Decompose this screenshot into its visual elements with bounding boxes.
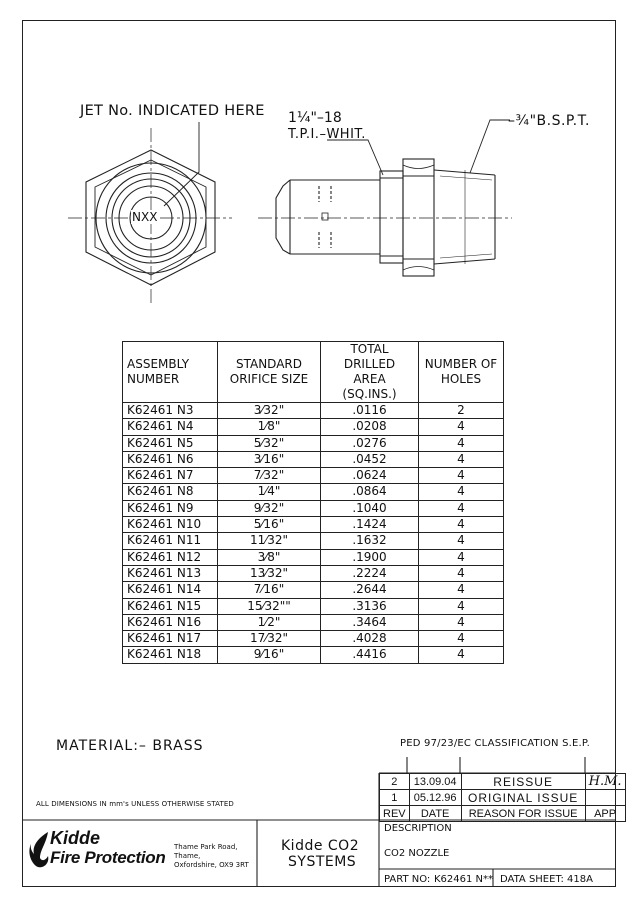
drilled-area-cell: .3136 xyxy=(321,598,419,614)
hole-count-cell: 2 xyxy=(419,403,504,419)
company-address xyxy=(174,843,249,870)
drilled-area-cell: .0452 xyxy=(321,451,419,467)
description-value: CO2 NOZZLE xyxy=(384,848,450,859)
table-row xyxy=(123,484,504,500)
orifice-size-cell: 1⁄2" xyxy=(218,614,321,630)
orifice-size-cell: 1⁄4" xyxy=(218,484,321,500)
hole-count-cell: 4 xyxy=(419,565,504,581)
orifice-size-cell: 5⁄32" xyxy=(218,435,321,451)
drilled-area-cell: .0276 xyxy=(321,435,419,451)
hole-count-cell: 4 xyxy=(419,549,504,565)
revision-number: 2 xyxy=(380,774,410,790)
hole-count-cell: 4 xyxy=(419,582,504,598)
system-name-line1: Kidde CO2 xyxy=(281,838,360,854)
table-row xyxy=(123,500,504,516)
drilled-area-cell: .1040 xyxy=(321,500,419,516)
assembly-number-cell: K62461 N15 xyxy=(123,598,218,614)
drilled-area-cell: .0116 xyxy=(321,403,419,419)
orifice-size-cell: 9⁄32" xyxy=(218,500,321,516)
revision-row xyxy=(380,790,626,806)
revision-row xyxy=(380,774,626,790)
revision-header-date: DATE xyxy=(409,806,461,822)
drilled-area-cell: .1900 xyxy=(321,549,419,565)
dimensions-note: ALL DIMENSIONS IN mm's UNLESS OTHERWISE STATED xyxy=(36,800,234,808)
assembly-number-cell: K62461 N6 xyxy=(123,451,218,467)
drilled-area-cell: .0208 xyxy=(321,419,419,435)
drilled-area-cell: .2644 xyxy=(321,582,419,598)
revision-date: 05.12.96 xyxy=(409,790,461,806)
company-name-line1: Kidde xyxy=(50,828,101,848)
kidde-logo xyxy=(28,828,170,874)
revision-header-rev: REV xyxy=(380,806,410,822)
material-note: MATERIAL:– BRASS xyxy=(56,738,204,754)
revision-header-reason: REASON FOR ISSUE xyxy=(461,806,585,822)
header-total-drilled-area: TOTAL DRILLED AREA (SQ.INS.) xyxy=(321,342,419,403)
revision-header-app: APP xyxy=(585,806,625,822)
revision-reason: ORIGINAL ISSUE xyxy=(461,790,585,806)
hole-count-cell: 4 xyxy=(419,435,504,451)
orifice-size-cell: 1⁄8" xyxy=(218,419,321,435)
orifice-size-cell: 11⁄32" xyxy=(218,533,321,549)
revision-approval-signature: H.M. xyxy=(585,774,625,790)
hole-count-cell: 4 xyxy=(419,468,504,484)
orifice-size-cell: 3⁄8" xyxy=(218,549,321,565)
system-name-line2: SYSTEMS xyxy=(288,854,357,870)
revision-date: 13.09.04 xyxy=(409,774,461,790)
revision-approval xyxy=(585,790,625,806)
hole-count-cell: 4 xyxy=(419,517,504,533)
orifice-size-cell: 15⁄32"" xyxy=(218,598,321,614)
table-row xyxy=(123,582,504,598)
assembly-number-cell: K62461 N16 xyxy=(123,614,218,630)
table-row xyxy=(123,403,504,419)
hole-count-cell: 4 xyxy=(419,614,504,630)
header-number-of-holes: NUMBER OF HOLES xyxy=(419,342,504,403)
header-assembly-number: ASSEMBLY NUMBER xyxy=(123,342,218,403)
drilled-area-cell: .4028 xyxy=(321,631,419,647)
orifice-size-cell: 17⁄32" xyxy=(218,631,321,647)
drilled-area-cell: .1632 xyxy=(321,533,419,549)
hole-count-cell: 4 xyxy=(419,533,504,549)
hole-count-cell: 4 xyxy=(419,484,504,500)
orifice-size-table xyxy=(122,341,504,664)
assembly-number-cell: K62461 N5 xyxy=(123,435,218,451)
hole-count-cell: 4 xyxy=(419,451,504,467)
hole-count-cell: 4 xyxy=(419,500,504,516)
part-number-label: PART NO: xyxy=(384,874,431,885)
table-row xyxy=(123,647,504,663)
drilled-area-cell: .3464 xyxy=(321,614,419,630)
address-line: Thame Park Road, xyxy=(174,843,238,851)
hole-count-cell: 4 xyxy=(419,419,504,435)
table-row xyxy=(123,533,504,549)
assembly-number-cell: K62461 N14 xyxy=(123,582,218,598)
address-line: Thame, xyxy=(174,852,201,860)
assembly-number-cell: K62461 N12 xyxy=(123,549,218,565)
orifice-size-cell: 3⁄16" xyxy=(218,451,321,467)
jet-number-note: JET No. INDICATED HERE xyxy=(80,103,265,119)
table-row xyxy=(123,468,504,484)
table-row xyxy=(123,549,504,565)
drilled-area-cell: .4416 xyxy=(321,647,419,663)
thread-note-line1: 1¼"–18 xyxy=(288,110,342,126)
hole-count-cell: 4 xyxy=(419,647,504,663)
orifice-size-cell: 7⁄16" xyxy=(218,582,321,598)
assembly-number-cell: K62461 N8 xyxy=(123,484,218,500)
table-row xyxy=(123,598,504,614)
assembly-number-cell: K62461 N4 xyxy=(123,419,218,435)
drilled-area-cell: .0624 xyxy=(321,468,419,484)
address-line: Oxfordshire, OX9 3RT xyxy=(174,861,249,869)
table-row xyxy=(123,451,504,467)
ped-classification-note: PED 97/23/EC CLASSIFICATION S.E.P. xyxy=(400,738,590,749)
drilled-area-cell: .0864 xyxy=(321,484,419,500)
orifice-size-cell: 5⁄16" xyxy=(218,517,321,533)
table-row xyxy=(123,631,504,647)
orifice-size-cell: 3⁄32" xyxy=(218,403,321,419)
assembly-number-cell: K62461 N17 xyxy=(123,631,218,647)
flame-icon xyxy=(28,830,52,870)
orifice-size-cell: 13⁄32" xyxy=(218,565,321,581)
drilled-area-cell: .1424 xyxy=(321,517,419,533)
assembly-number-cell: K62461 N9 xyxy=(123,500,218,516)
hex-marking-nxx: NXX xyxy=(132,210,158,224)
company-name-line2: Fire Protection xyxy=(50,848,166,867)
hole-count-cell: 4 xyxy=(419,631,504,647)
table-row xyxy=(123,614,504,630)
data-sheet-number: DATA SHEET: 418A xyxy=(500,874,593,885)
assembly-number-cell: K62461 N10 xyxy=(123,517,218,533)
assembly-number-cell: K62461 N13 xyxy=(123,565,218,581)
thread-note-line2: T.P.I.–WHIT. xyxy=(288,127,366,142)
part-number-value: K62461 N** xyxy=(434,874,494,885)
orifice-size-cell: 7⁄32" xyxy=(218,468,321,484)
assembly-number-cell: K62461 N7 xyxy=(123,468,218,484)
bspt-note: –¾"B.S.P.T. xyxy=(508,113,590,129)
table-row xyxy=(123,565,504,581)
assembly-number-cell: K62461 N11 xyxy=(123,533,218,549)
table-header-row xyxy=(123,342,504,403)
orifice-size-cell: 9⁄16" xyxy=(218,647,321,663)
revision-table xyxy=(379,773,626,822)
revision-header-row xyxy=(380,806,626,822)
assembly-number-cell: K62461 N3 xyxy=(123,403,218,419)
description-label: DESCRIPTION xyxy=(384,823,452,834)
revision-reason: REISSUE xyxy=(461,774,585,790)
table-row xyxy=(123,435,504,451)
nozzle-side-view xyxy=(258,120,512,276)
table-row xyxy=(123,517,504,533)
table-row xyxy=(123,419,504,435)
revision-number: 1 xyxy=(380,790,410,806)
header-standard-orifice-size: STANDARD ORIFICE SIZE xyxy=(218,342,321,403)
drilled-area-cell: .2224 xyxy=(321,565,419,581)
assembly-number-cell: K62461 N18 xyxy=(123,647,218,663)
hole-count-cell: 4 xyxy=(419,598,504,614)
